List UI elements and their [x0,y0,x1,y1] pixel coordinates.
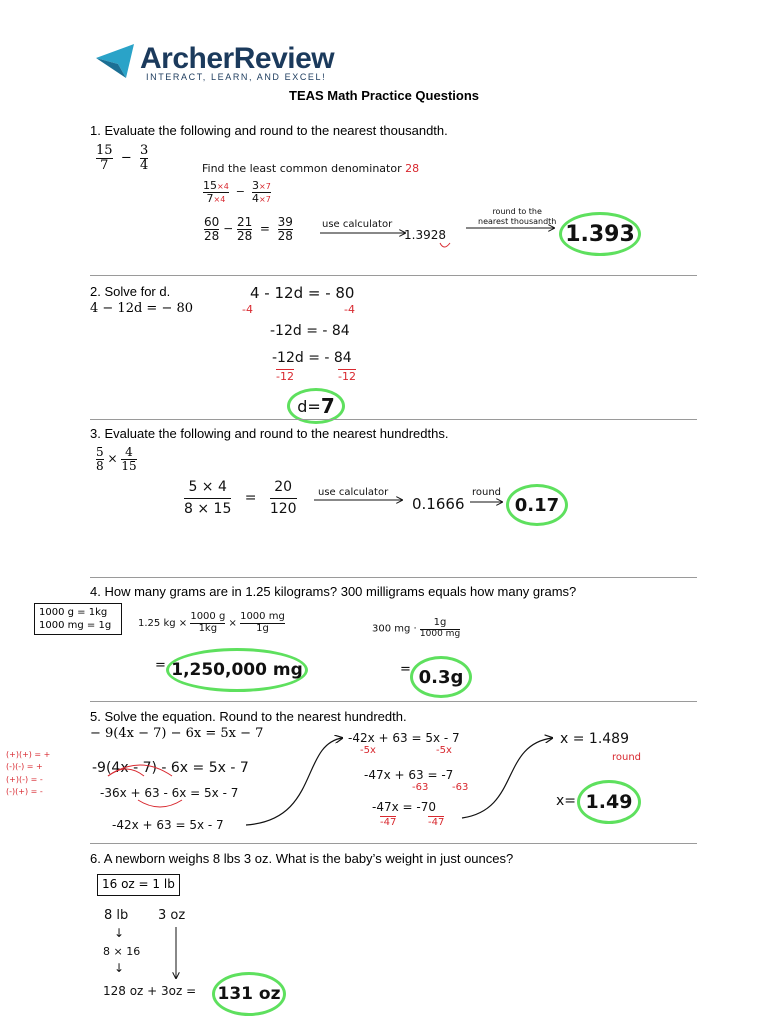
q5-r1-sub-b: -5x [436,745,452,756]
q6-sum: 128 oz + 3oz = [103,984,197,998]
q1-frac-a-num: 15 [96,143,113,158]
q5-curve-arrow-2 [462,738,552,818]
q2-answer-label: d= [297,396,321,416]
q3-w-num: 5 × 4 [188,479,227,495]
q5-rule: (-)(-) = + [6,762,43,772]
q6-arrow-2: ↓ [114,961,125,975]
q1-prompt: 1. Evaluate the following and round to the nearest thousandth. [90,123,448,138]
q1-decimal-tick [440,243,450,247]
brand-review: Review [233,42,335,75]
q1-s1-minus: − [235,185,246,199]
page-title: TEAS Math Practice Questions [289,88,479,103]
q4-k-x: × [228,618,237,629]
q1-s1-b-den: 4 [252,191,260,205]
q1-frac-b-num: 3 [139,143,149,158]
q5-r2-sub-a: -63 [412,782,429,793]
q4-k-f1-den: 1kg [198,622,218,634]
q5-rule: (+)(+) = + [6,750,51,759]
q5-r1-sub-a: -5x [360,745,376,756]
q5-r3-div-b: -47 [428,817,445,828]
q3-r-den: 120 [269,500,297,517]
q1-s2-r-num: 39 [277,215,293,229]
q3-eq: = [244,490,257,507]
q3-fa-num: 5 [96,445,104,459]
q2-sub-a: -4 [242,303,253,316]
q2-prompt: 2. Solve for d. [90,284,171,299]
q4-eq-a: = [155,658,166,673]
q1-s2-b-num: 21 [237,215,253,229]
q5-work-line3: -42x + 63 = 5x - 7 [112,818,224,832]
q5-equation: − 9(4x − 7) − 6x = 5x − 7 [90,726,264,741]
q5-rule: (-)(+) = - [6,787,43,797]
q5-right-line3: -47x = -70 [372,800,436,814]
q1-lcd-value: 28 [405,162,420,175]
q1-s1-a-mul-den: ×4 [213,194,226,204]
q6-oz: 3 oz [158,908,186,923]
q5-distribute-arc [108,765,172,776]
q4-m-f-num: 1g [433,617,447,628]
q1-s1-a-mul: ×4 [217,182,229,191]
q3-fa-den: 8 [96,458,104,473]
q4-k-f2-num: 1000 mg [240,611,285,622]
q3-prompt: 3. Evaluate the following and round to the nearest hundredths. [90,426,449,441]
q1-s1-b-num: 3 [252,179,260,192]
q3-r-num: 20 [274,479,293,495]
q5-x-raw: x = 1.489 [560,731,629,747]
q6-lb: 8 lb [104,908,129,923]
q1-use-calculator: use calculator [322,219,393,230]
q3-fb-den: 15 [121,458,137,473]
q2-work-line2: -12d = - 84 [270,323,350,339]
q3-answer: 0.17 [506,484,568,526]
q6-conversion-box: 16 oz = 1 lb [97,874,180,896]
q4-k-f1-num: 1000 g [190,611,226,622]
brand-archer: Archer [140,42,234,75]
q3-times: × [107,451,118,466]
q4-box-line2: 1000 mg = 1g [39,620,112,631]
q1-s2-minus: − [223,221,234,236]
q1-minus: − [120,150,132,166]
q5-combine-arc [138,800,182,807]
q2-work-line1: 4 - 12d = - 80 [250,284,355,302]
q4-answer-a: 1,250,000 mg [166,648,308,692]
q4-k-lead: 1.25 kg × [138,618,188,629]
q4-k-f2-den: 1g [256,622,269,634]
q5-answer-label: x= [556,793,577,809]
q1-s1-b-mul-den: ×7 [259,194,271,204]
q3-decimal: 0.1666 [412,495,465,513]
q5-curve-arrow-1 [246,738,342,825]
q3-fb-num: 4 [125,445,133,459]
q2-work-line3: -12d = - 84 [272,350,352,366]
q4-m-lead: 300 mg · [372,623,417,635]
q4-eq-b: = [400,662,411,677]
q5-right-line1: -42x + 63 = 5x - 7 [348,731,460,745]
q3-use-calculator: use calculator [318,487,389,498]
q4-answer-b: 0.3g [410,656,472,698]
q5-r2-sub-b: -63 [452,782,469,793]
q2-div-a: -12 [276,370,294,383]
q4-prompt: 4. How many grams are in 1.25 kilograms? 300 milligrams equals how many grams? [90,584,577,599]
tagline: INTERACT, LEARN, AND EXCEL! [146,72,327,82]
q5-work-line2: -36x + 63 - 6x = 5x - 7 [100,786,239,800]
q5-prompt: 5. Solve the equation. Round to the nearest hundredth. [90,709,407,724]
q1-round-note-1: round to the [492,207,542,216]
q5-answer: 1.49 [577,780,641,824]
q2-div-b: -12 [338,370,356,383]
q6-mult: 8 × 16 [103,945,141,958]
q6-answer: 131 oz [212,972,286,1016]
q2-answer-value: 7 [320,394,335,418]
q1-s1-a-num: 15 [203,179,217,192]
q1-frac-b-den: 4 [139,157,149,173]
q1-s1-a-den: 7 [206,191,214,205]
q1-answer: 1.393 [559,212,641,256]
q2-sub-b: -4 [344,303,355,316]
q6-arrow-1: ↓ [114,926,125,940]
q1-frac-a-den: 7 [100,157,109,173]
q1-s2-a-num: 60 [204,215,220,229]
q1-lcd-note-text: Find the least common denominator [202,162,402,175]
q4-box-line1: 1000 g = 1kg [39,607,108,618]
q3-round: round [472,487,502,498]
q2-equation: 4 − 12d = − 80 [90,301,194,316]
q1-decimal: 1.3928 [404,228,446,242]
q5-round: round [612,752,642,763]
q1-s2-r-den: 28 [277,228,293,243]
q3-w-den: 8 × 15 [184,500,232,517]
q5-work-line1: -9(4x - 7) - 6x = 5x - 7 [92,760,249,776]
q6-prompt: 6. A newborn weighs 8 lbs 3 oz. What is the baby’s weight in just ounces? [90,851,514,866]
q1-round-note-2: nearest thousandth [478,216,557,226]
q5-right-line2: -47x + 63 = -7 [364,768,454,782]
q1-s2-b-den: 28 [237,228,253,243]
q5-rule: (+)(-) = - [6,774,43,784]
q1-s2-eq: = [259,221,270,236]
q1-s1-b-mul: ×7 [259,182,271,191]
q1-s2-a-den: 28 [204,228,220,243]
q4-m-f-den: 1000 mg [419,628,461,639]
q5-r3-div-a: -47 [380,817,397,828]
